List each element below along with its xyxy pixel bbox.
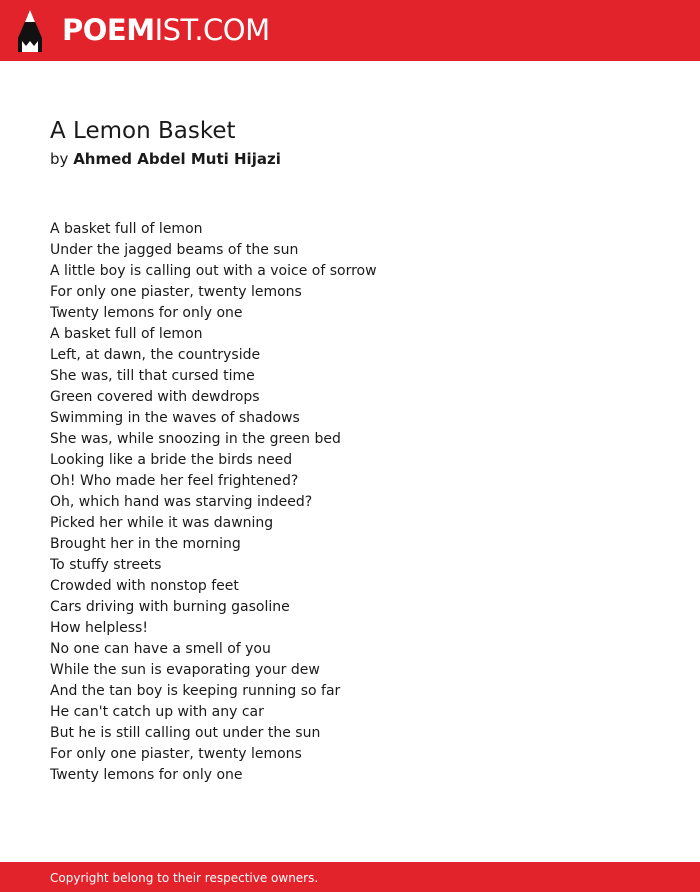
poem-line: While the sun is evaporating your dew <box>50 662 320 678</box>
poem-line: Crowded with nonstop feet <box>50 578 239 594</box>
poem-line: A basket full of lemon <box>50 221 203 237</box>
poem-line: Cars driving with burning gasoline <box>50 599 290 615</box>
poem-line: No one can have a smell of you <box>50 641 271 657</box>
site-footer <box>0 862 700 892</box>
pencil-icon <box>18 10 42 52</box>
byline <box>50 148 281 170</box>
poem-line: How helpless! <box>50 620 148 636</box>
poem-line: She was, while snoozing in the green bed <box>50 431 341 447</box>
poem-line: Oh! Who made her feel frightened? <box>50 473 299 489</box>
logo-light-text: IST.COM <box>154 13 270 47</box>
poem-line: But he is still calling out under the sun <box>50 725 321 741</box>
poem-line: Green covered with dewdrops <box>50 389 260 405</box>
poem-line: Looking like a bride the birds need <box>50 452 293 468</box>
poem-line: Twenty lemons for only one <box>50 767 243 783</box>
byline-prefix: by <box>50 150 69 168</box>
site-header <box>0 0 700 61</box>
poem-line: For only one piaster, twenty lemons <box>50 746 302 762</box>
poem-line: She was, till that cursed time <box>50 368 255 384</box>
poem-line: Under the jagged beams of the sun <box>50 242 299 258</box>
author-name: Ahmed Abdel Muti Hijazi <box>73 150 281 168</box>
poem-line: Left, at dawn, the countryside <box>50 347 261 363</box>
poem-body <box>50 219 377 786</box>
poem-line: Brought her in the morning <box>50 536 241 552</box>
poem-line: Oh, which hand was starving indeed? <box>50 494 313 510</box>
poem-line: To stuffy streets <box>50 557 162 573</box>
poem-line: Swimming in the waves of shadows <box>50 410 300 426</box>
poem-line: And the tan boy is keeping running so far <box>50 683 341 699</box>
poem-line: Twenty lemons for only one <box>50 305 243 321</box>
poem-line: He can't catch up with any car <box>50 704 264 720</box>
poem-line: Picked her while it was dawning <box>50 515 274 531</box>
site-logo[interactable] <box>62 12 270 48</box>
poem-line: A basket full of lemon <box>50 326 203 342</box>
poem-line: For only one piaster, twenty lemons <box>50 284 302 300</box>
copyright-text: Copyright belong to their respective owners. <box>50 871 319 885</box>
poem-title: A Lemon Basket <box>50 118 236 144</box>
logo-bold-text: POEM <box>62 13 155 47</box>
poem-line: A little boy is calling out with a voice of sorrow <box>50 263 377 279</box>
